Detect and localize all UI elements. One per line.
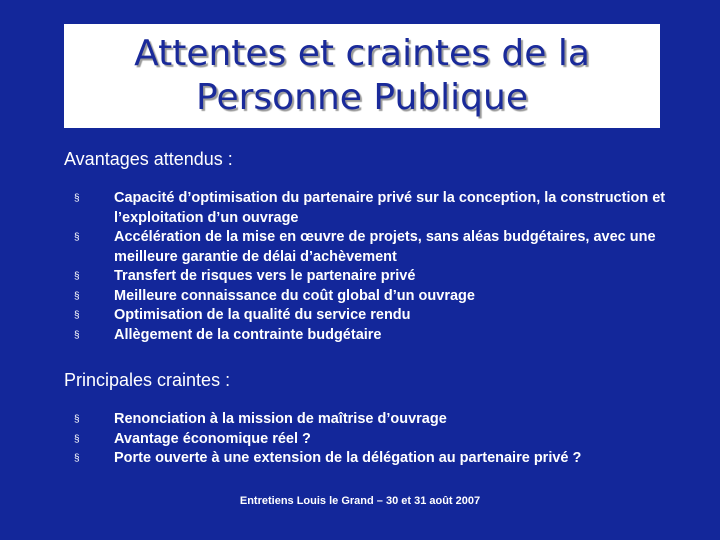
- bullet-marker-icon: §: [74, 232, 80, 243]
- list-item: [74, 306, 674, 326]
- list-item: [74, 430, 674, 450]
- bullet-marker-icon: §: [74, 271, 80, 282]
- craintes-list: [74, 410, 674, 469]
- slide-title-line-2: Personne Publique: [196, 77, 528, 118]
- bullet-marker-icon: §: [74, 329, 80, 341]
- title-box: [64, 24, 660, 128]
- list-item-text: Avantage économique réel ?: [114, 430, 311, 447]
- list-item-text: Transfert de risques vers le partenaire privé: [114, 268, 416, 284]
- list-item: [74, 326, 674, 346]
- list-item-text: Capacité d’optimisation du partenaire privé sur la conception, la construction et l’exploitation d’un ouvrage: [114, 190, 666, 226]
- slide-title-line-1: Attentes et craintes de la: [134, 33, 590, 74]
- avantages-heading: Avantages attendus :: [64, 149, 233, 169]
- list-item: [74, 267, 674, 287]
- list-item-text: Porte ouverte à une extension de la délégation au partenaire privé ?: [114, 450, 582, 466]
- bullet-marker-icon: §: [74, 414, 80, 425]
- list-item: [74, 287, 674, 307]
- list-item-text: Accélération de la mise en œuvre de projets, sans aléas budgétaires, avec une meilleure garantie de délai d’achèvement: [114, 229, 656, 265]
- craintes-heading: Principales craintes :: [64, 370, 231, 390]
- bullet-marker-icon: §: [74, 453, 80, 464]
- list-item-text: Optimisation de la qualité du service rendu: [114, 307, 411, 323]
- list-item-text: Allègement de la contrainte budgétaire: [114, 326, 382, 343]
- bullet-marker-icon: §: [74, 433, 80, 445]
- list-item: [74, 410, 674, 430]
- bullet-marker-icon: §: [74, 193, 80, 204]
- footer-text: Entretiens Louis le Grand – 30 et 31 août 2007: [239, 495, 481, 507]
- list-item: [74, 449, 674, 469]
- list-item-text: Meilleure connaissance du coût global d’un ouvrage: [114, 287, 475, 304]
- avantages-list: [74, 189, 674, 345]
- list-item-text: Renonciation à la mission de maîtrise d’ouvrage: [114, 411, 447, 427]
- list-item: [74, 228, 674, 267]
- bullet-marker-icon: §: [74, 310, 80, 321]
- bullet-marker-icon: §: [74, 290, 80, 302]
- list-item: [74, 189, 674, 228]
